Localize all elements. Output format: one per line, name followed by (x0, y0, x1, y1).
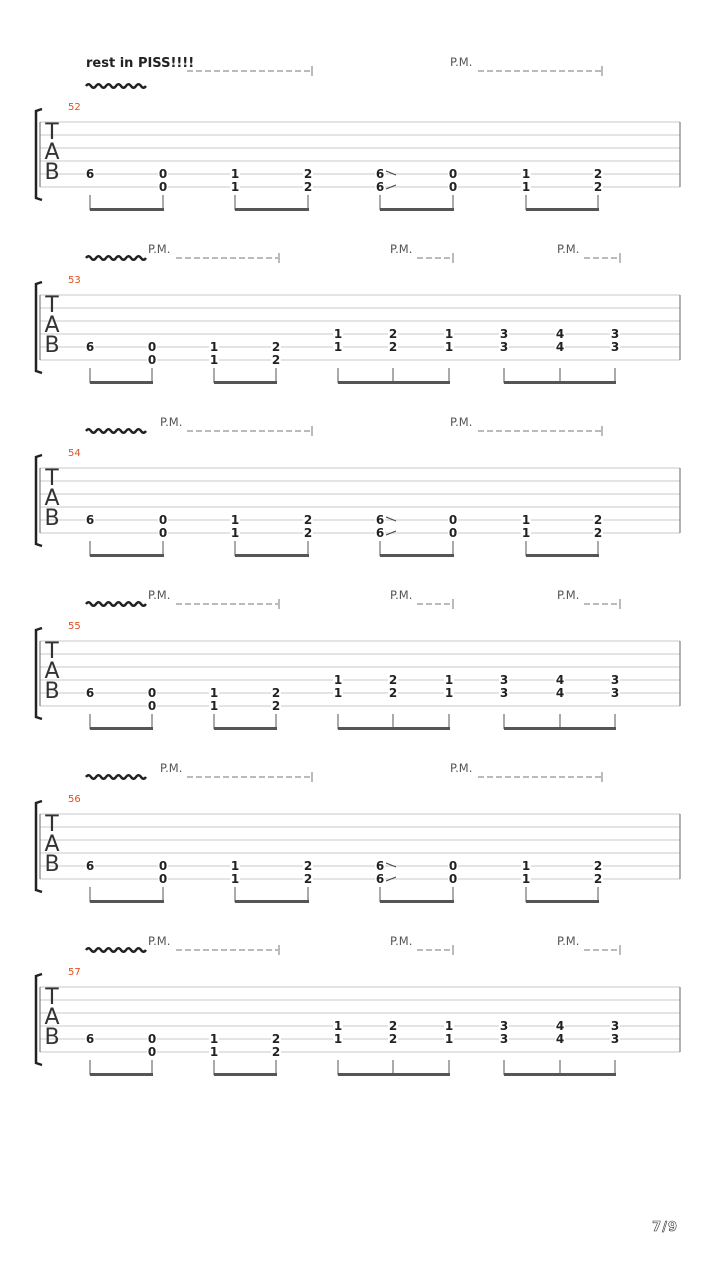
fret-number: 6 (85, 340, 95, 354)
staff-bracket (36, 109, 42, 200)
fret-number: 6 (375, 180, 385, 194)
fret-number: 0 (448, 526, 458, 540)
fret-number: 3 (499, 1019, 509, 1033)
fret-number: 1 (209, 699, 219, 713)
fret-number: 2 (303, 180, 313, 194)
fret-number: 6 (85, 167, 95, 181)
tab-system (36, 415, 680, 557)
fret-number: 1 (333, 1032, 343, 1046)
fret-number: 1 (444, 673, 454, 687)
beam (526, 208, 599, 211)
fret-number: 3 (610, 673, 620, 687)
tab-clef-a: A (44, 832, 60, 857)
fret-number: 2 (593, 526, 603, 540)
beam (214, 727, 277, 730)
fret-number: 2 (271, 353, 281, 367)
fret-number: 2 (593, 513, 603, 527)
fret-number: 2 (388, 327, 398, 341)
fret-number: 6 (375, 513, 385, 527)
annotation-text: rest in PISS!!!! (86, 56, 195, 71)
fret-number: 0 (448, 180, 458, 194)
fret-number: 3 (610, 686, 620, 700)
palm-mute-label: P.M. (390, 242, 413, 256)
fret-number: 0 (448, 859, 458, 873)
tab-system (36, 242, 680, 384)
beam (235, 208, 309, 211)
fret-number: 1 (209, 686, 219, 700)
beam (214, 1073, 277, 1076)
tab-clef-t: T (45, 812, 59, 837)
beam (526, 900, 599, 903)
fret-number: 2 (271, 340, 281, 354)
fret-number: 0 (448, 167, 458, 181)
fret-number: 1 (333, 327, 343, 341)
fret-number: 0 (147, 353, 157, 367)
tab-clef-t: T (45, 639, 59, 664)
fret-number: 1 (333, 673, 343, 687)
fret-number: 4 (555, 1032, 565, 1046)
tab-clef-a: A (44, 1005, 60, 1030)
fret-number: 0 (158, 513, 168, 527)
fret-number: 0 (158, 859, 168, 873)
palm-mute-label: P.M. (450, 415, 473, 429)
tab-clef-b: B (44, 852, 60, 877)
palm-mute-label: P.M. (450, 55, 473, 69)
fret-number: 6 (85, 859, 95, 873)
fret-number: 1 (444, 1032, 454, 1046)
fret-number: 0 (158, 872, 168, 886)
fret-number: 2 (271, 686, 281, 700)
fret-number: 1 (444, 327, 454, 341)
bar-number: 57 (68, 967, 81, 978)
fret-number: 3 (610, 1019, 620, 1033)
beam (90, 1073, 153, 1076)
palm-mute-label: P.M. (390, 934, 413, 948)
palm-mute-label: P.M. (450, 761, 473, 775)
fret-number: 3 (499, 686, 509, 700)
beam (235, 900, 309, 903)
staff-bracket (36, 455, 42, 546)
fret-number: 4 (555, 673, 565, 687)
fret-number: 0 (147, 340, 157, 354)
tab-clef-a: A (44, 313, 60, 338)
fret-number: 2 (271, 699, 281, 713)
fret-number: 2 (303, 872, 313, 886)
vibrato-icon (86, 948, 146, 952)
fret-number: 6 (375, 859, 385, 873)
fret-number: 2 (303, 859, 313, 873)
fret-number: 1 (333, 340, 343, 354)
fret-number: 1 (333, 1019, 343, 1033)
page-number: 7/9 (652, 1220, 678, 1235)
fret-number: 2 (593, 872, 603, 886)
fret-number: 2 (593, 859, 603, 873)
tab-clef-b: B (44, 506, 60, 531)
bar-number: 54 (68, 448, 81, 459)
vibrato-icon (86, 256, 146, 260)
fret-number: 1 (230, 167, 240, 181)
fret-number: 1 (444, 340, 454, 354)
fret-number: 1 (230, 526, 240, 540)
fret-number: 1 (521, 526, 531, 540)
beam (90, 208, 164, 211)
bar-number: 55 (68, 621, 81, 632)
bar-number: 52 (68, 102, 81, 113)
tab-system (36, 55, 680, 211)
staff-bracket (36, 974, 42, 1065)
vibrato-icon (86, 602, 146, 606)
vibrato-icon (86, 429, 146, 433)
beam (526, 554, 599, 557)
fret-number: 0 (147, 1032, 157, 1046)
vibrato-icon (86, 84, 146, 88)
fret-number: 4 (555, 1019, 565, 1033)
beam (504, 727, 616, 730)
fret-number: 6 (85, 686, 95, 700)
fret-number: 3 (610, 1032, 620, 1046)
palm-mute-label: P.M. (557, 588, 580, 602)
fret-number: 2 (593, 180, 603, 194)
beam (380, 900, 454, 903)
fret-number: 4 (555, 327, 565, 341)
fret-number: 1 (521, 872, 531, 886)
tab-system (36, 588, 680, 730)
fret-number: 1 (209, 1045, 219, 1059)
palm-mute-label: P.M. (557, 242, 580, 256)
beam (380, 208, 454, 211)
fret-number: 0 (448, 513, 458, 527)
tab-clef-b: B (44, 333, 60, 358)
fret-number: 2 (593, 167, 603, 181)
fret-number: 1 (521, 167, 531, 181)
beam (380, 554, 454, 557)
fret-number: 3 (610, 327, 620, 341)
fret-number: 1 (209, 340, 219, 354)
beam (214, 381, 277, 384)
bar-number: 56 (68, 794, 81, 805)
fret-number: 6 (375, 167, 385, 181)
tab-clef-a: A (44, 659, 60, 684)
fret-number: 3 (499, 673, 509, 687)
beam (504, 381, 616, 384)
fret-number: 2 (271, 1032, 281, 1046)
fret-number: 3 (610, 340, 620, 354)
fret-number: 3 (499, 340, 509, 354)
fret-number: 6 (375, 872, 385, 886)
fret-number: 1 (444, 686, 454, 700)
fret-number: 2 (388, 673, 398, 687)
fret-number: 3 (499, 1032, 509, 1046)
fret-number: 1 (521, 180, 531, 194)
fret-number: 4 (555, 686, 565, 700)
fret-number: 3 (499, 327, 509, 341)
beam (90, 900, 164, 903)
fret-number: 1 (209, 353, 219, 367)
fret-number: 0 (147, 699, 157, 713)
tab-clef-a: A (44, 140, 60, 165)
tab-clef-t: T (45, 985, 59, 1010)
tab-clef-b: B (44, 679, 60, 704)
tab-clef-t: T (45, 120, 59, 145)
fret-number: 0 (147, 686, 157, 700)
tab-clef-t: T (45, 293, 59, 318)
tab-system (36, 761, 680, 903)
staff-bracket (36, 282, 42, 373)
fret-number: 0 (158, 167, 168, 181)
staff-bracket (36, 801, 42, 892)
beam (90, 381, 153, 384)
bar-number: 53 (68, 275, 81, 286)
fret-number: 0 (158, 526, 168, 540)
tab-clef-t: T (45, 466, 59, 491)
fret-number: 2 (388, 686, 398, 700)
beam (504, 1073, 616, 1076)
fret-number: 6 (85, 513, 95, 527)
fret-number: 1 (333, 686, 343, 700)
staff-bracket (36, 628, 42, 719)
fret-number: 6 (375, 526, 385, 540)
fret-number: 2 (271, 1045, 281, 1059)
beam (338, 1073, 450, 1076)
beam (235, 554, 309, 557)
fret-number: 2 (388, 340, 398, 354)
vibrato-icon (86, 775, 146, 779)
fret-number: 0 (448, 872, 458, 886)
palm-mute-label: P.M. (148, 242, 171, 256)
fret-number: 1 (230, 180, 240, 194)
palm-mute-label: P.M. (160, 761, 183, 775)
fret-number: 0 (147, 1045, 157, 1059)
fret-number: 2 (303, 167, 313, 181)
fret-number: 1 (444, 1019, 454, 1033)
fret-number: 1 (230, 513, 240, 527)
palm-mute-label: P.M. (390, 588, 413, 602)
fret-number: 6 (85, 1032, 95, 1046)
tab-clef-a: A (44, 486, 60, 511)
palm-mute-label: P.M. (148, 934, 171, 948)
palm-mute-label: P.M. (160, 415, 183, 429)
beam (90, 554, 164, 557)
fret-number: 1 (209, 1032, 219, 1046)
beam (90, 727, 153, 730)
tab-clef-b: B (44, 160, 60, 185)
fret-number: 1 (230, 859, 240, 873)
fret-number: 1 (521, 513, 531, 527)
fret-number: 2 (303, 513, 313, 527)
fret-number: 2 (388, 1019, 398, 1033)
beam (338, 381, 450, 384)
beam (338, 727, 450, 730)
palm-mute-label: P.M. (148, 588, 171, 602)
fret-number: 2 (303, 526, 313, 540)
fret-number: 4 (555, 340, 565, 354)
tab-clef-b: B (44, 1025, 60, 1050)
tab-system (36, 934, 680, 1076)
palm-mute-label: P.M. (557, 934, 580, 948)
fret-number: 1 (521, 859, 531, 873)
fret-number: 1 (230, 872, 240, 886)
fret-number: 0 (158, 180, 168, 194)
fret-number: 2 (388, 1032, 398, 1046)
